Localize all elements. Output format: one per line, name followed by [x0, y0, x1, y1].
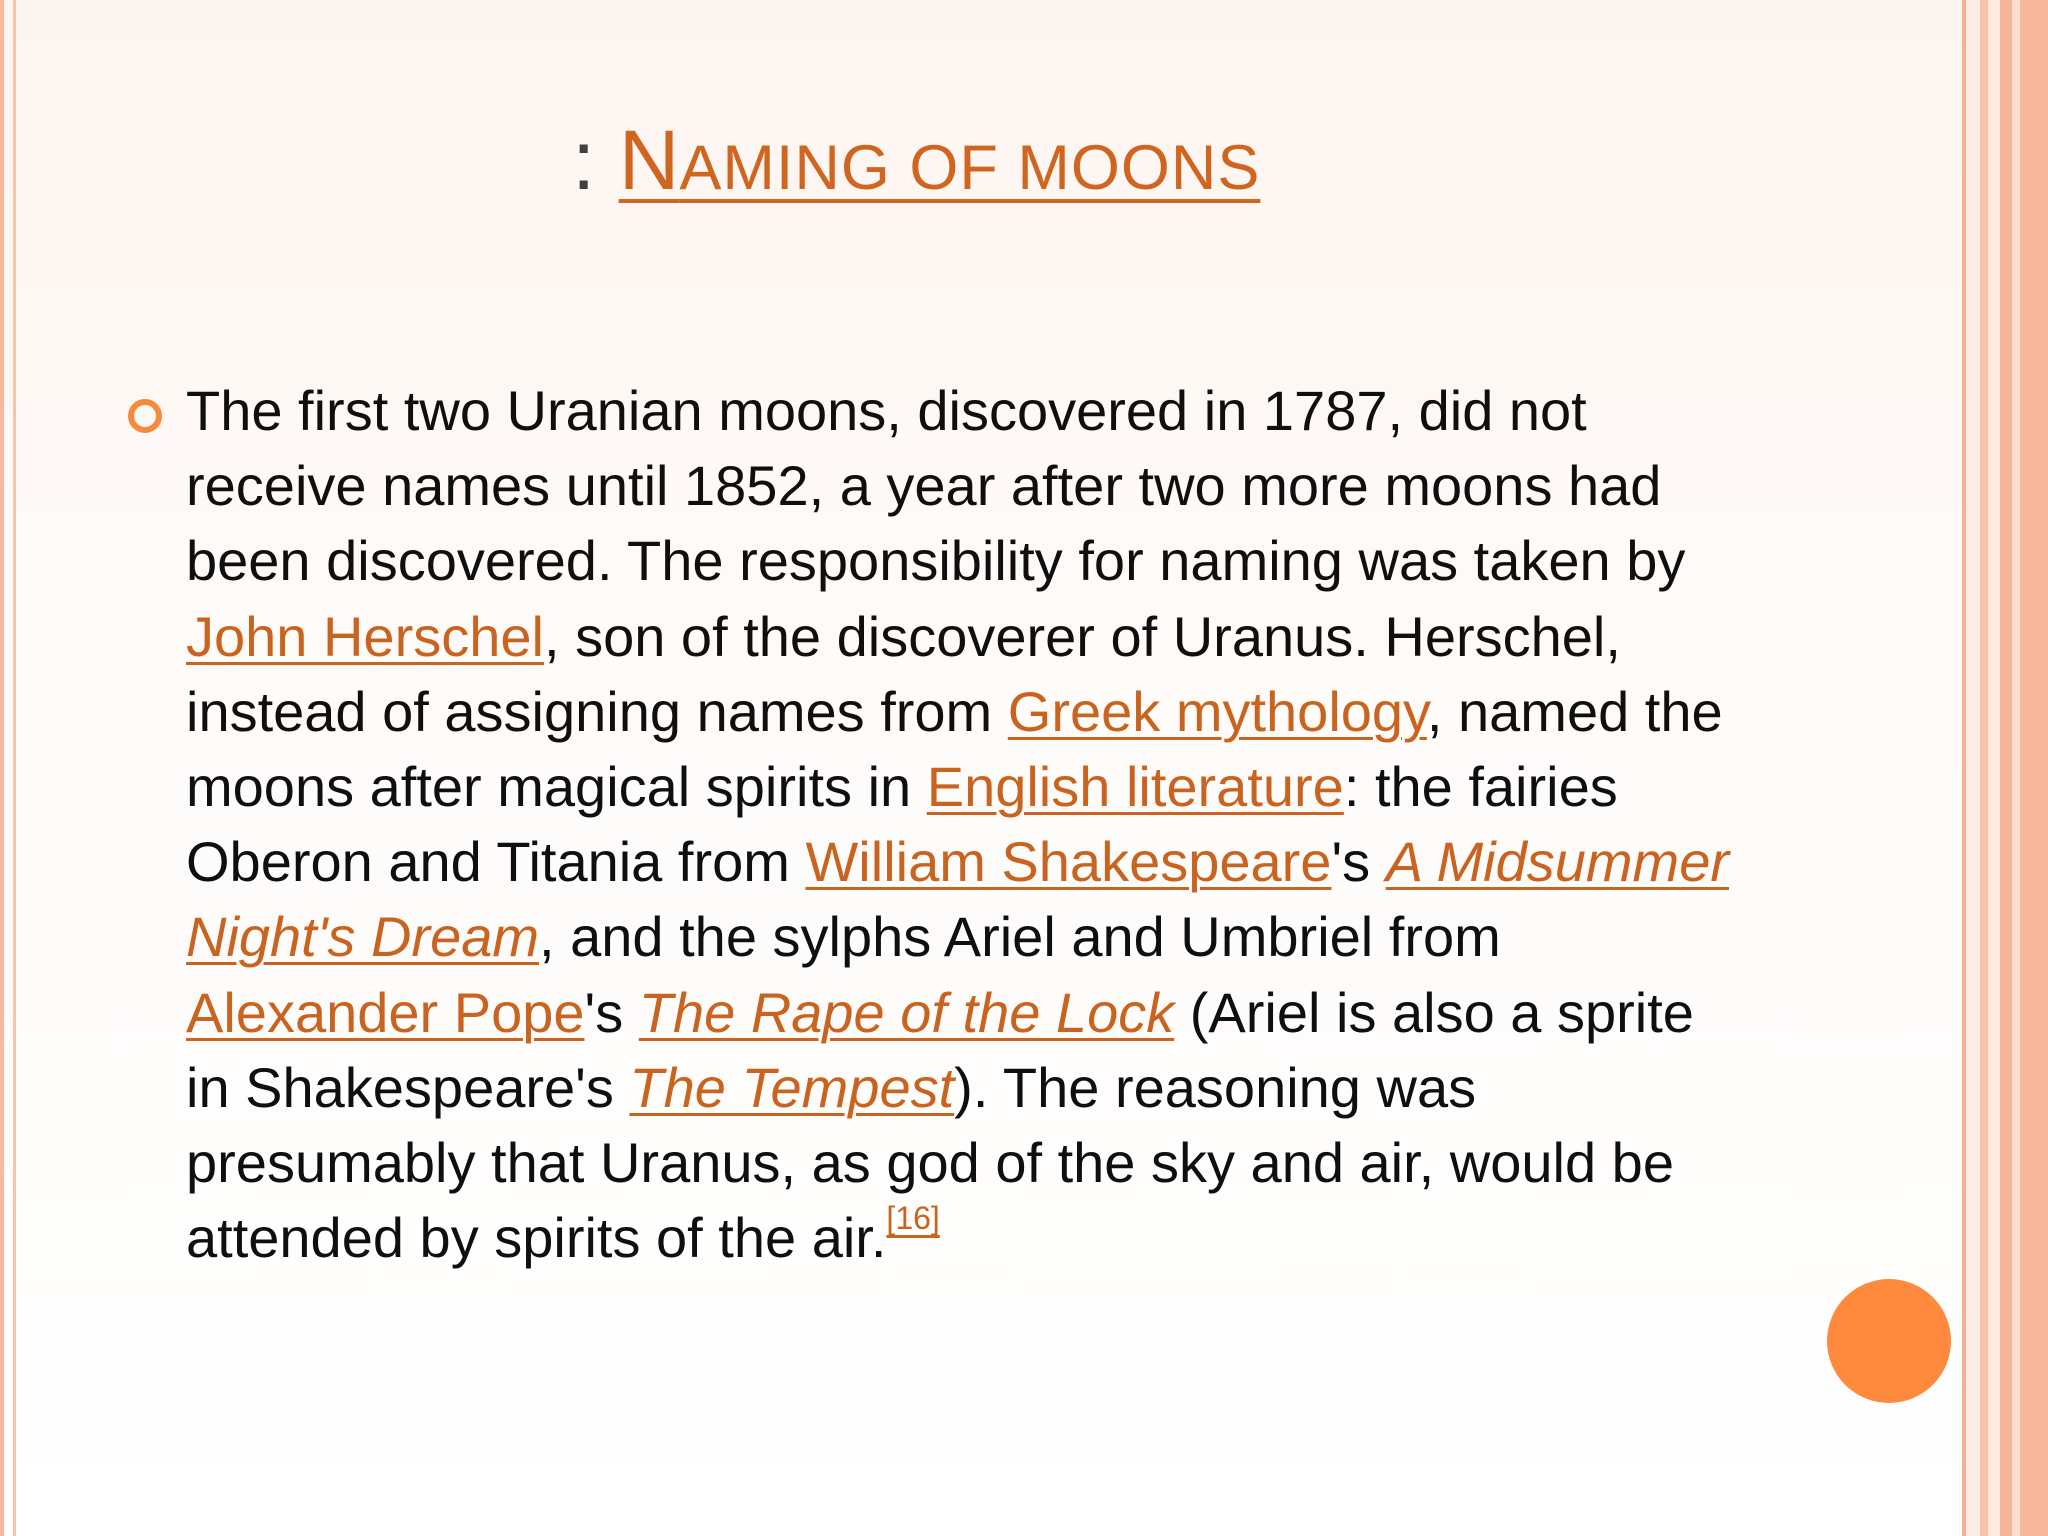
paragraph-text: , and the sylphs Ariel and Umbriel from	[539, 905, 1501, 969]
link-english-literature[interactable]: English literature	[926, 755, 1344, 819]
paragraph-text: , named the moons after magical spirits in	[186, 679, 1723, 819]
paragraph-text: 's	[1331, 830, 1386, 894]
decorative-circle	[1827, 1279, 1951, 1403]
left-border-line-inner	[13, 0, 16, 1536]
link-the-tempest[interactable]: The Tempest	[629, 1055, 955, 1119]
paragraph-text: ). The reasoning was presumably that Uranus, as god of the sky and air, would be attended by spirits of the air.	[186, 1055, 1674, 1270]
title-link[interactable]	[619, 113, 1261, 207]
paragraph-text: , son of the discoverer of Uranus. Herschel, instead of assigning names from	[186, 604, 1621, 743]
citation-link[interactable]: [16]	[886, 1200, 940, 1237]
paragraph-text: The first two Uranian moons, discovered in 1787, did not receive names until 1852, a year after two more moons had been discovered. The responsibility for naming was taken by	[186, 379, 1686, 593]
link-greek-mythology[interactable]: Greek mythology	[1007, 679, 1427, 743]
link-john-herschel[interactable]: John Herschel	[186, 604, 544, 668]
right-stripe	[2000, 0, 2012, 1536]
paragraph-text: (Ariel is also a sprite in Shakespeare's	[186, 980, 1694, 1119]
title-first-letter: N	[618, 113, 680, 207]
right-stripe	[1966, 0, 1980, 1536]
left-border-line	[0, 0, 4, 1536]
title-rest: AMING OF MOONS	[679, 133, 1261, 203]
link-alexander-pope[interactable]: Alexander Pope	[186, 980, 585, 1044]
link-william-shakespeare[interactable]: William Shakespeare	[805, 830, 1332, 894]
paragraph-text: : the fairies Oberon and Titania from	[186, 755, 1618, 894]
bullet-icon	[128, 399, 162, 433]
right-stripe	[2012, 0, 2020, 1536]
link-midsummer-nights-dream[interactable]: A Midsummer Night's Dream	[186, 830, 1729, 969]
title-prefix: :	[572, 113, 596, 207]
link-rape-of-the-lock[interactable]: The Rape of the Lock	[638, 980, 1175, 1044]
slide-title	[572, 110, 1260, 218]
right-stripe	[1988, 0, 2000, 1536]
paragraph-text: 's	[584, 980, 639, 1044]
right-stripe	[2020, 0, 2048, 1536]
body-paragraph	[186, 373, 1746, 1275]
right-stripe	[1980, 0, 1988, 1536]
